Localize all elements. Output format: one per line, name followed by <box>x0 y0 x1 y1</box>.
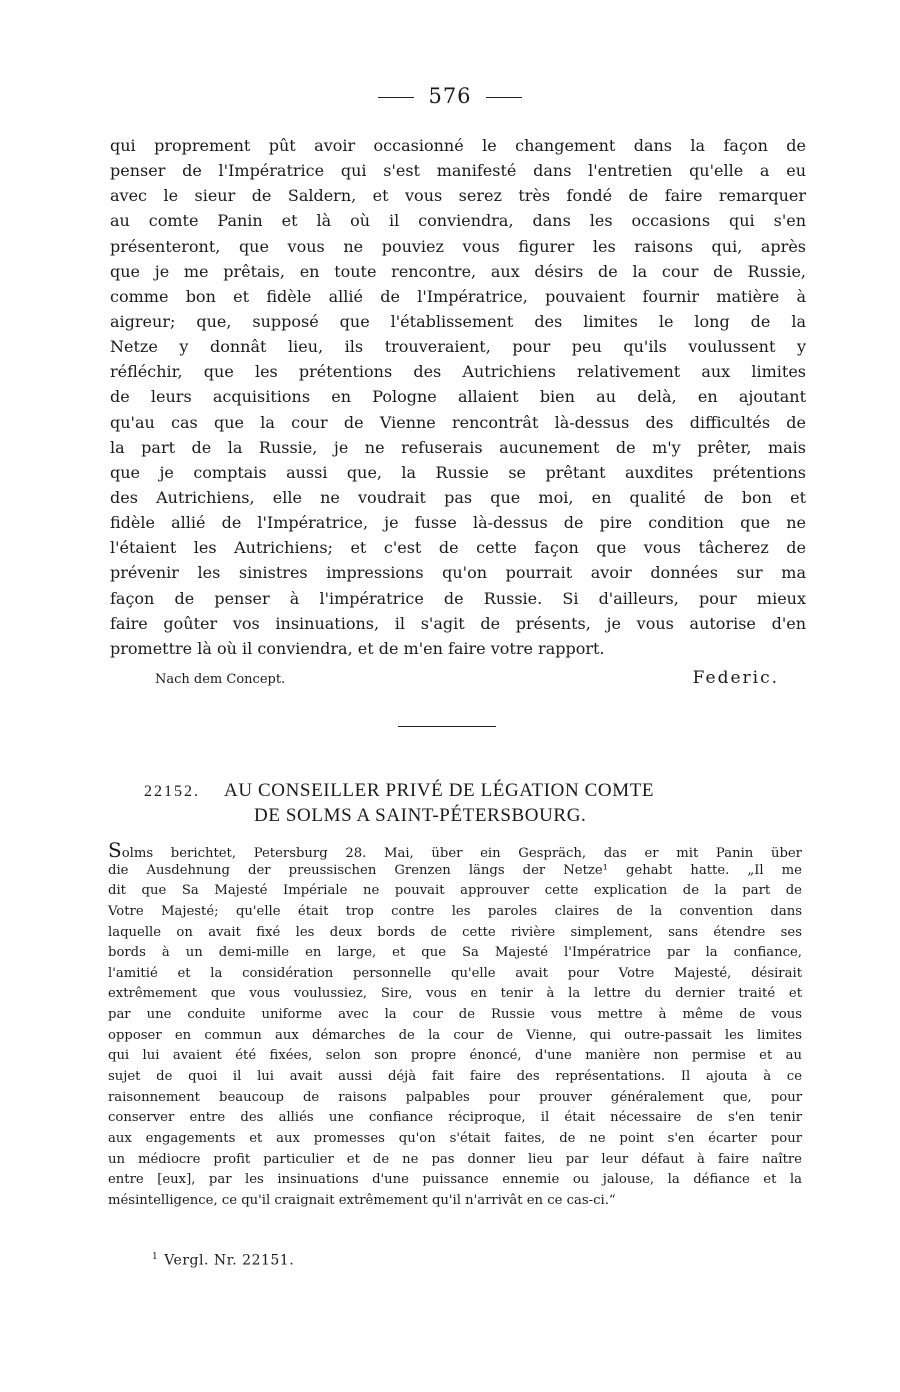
text-line: fidèle allié de l'Impératrice, je fusse là-dessus de pire condition que ne <box>110 513 806 533</box>
text-line: réfléchir, que les prétentions des Autrichiens relativement aux limites <box>110 362 806 382</box>
text-line: laquelle on avait fixé les deux bords de cette rivière simplement, sans étendre ses <box>108 924 802 940</box>
text-line: l'amitié et la considération personnelle qu'elle avait pour Votre Majesté, désirait <box>108 965 802 981</box>
heading-line-2: DE SOLMS A SAINT-PÉTERSBOURG. <box>254 805 587 826</box>
footnote-marker: 1 <box>152 1252 159 1262</box>
text-line <box>108 840 802 861</box>
summary-paragraph <box>108 840 802 1212</box>
text-line: présenteront, que vous ne pouviez vous figurer les raisons qui, après <box>110 236 806 256</box>
text-line: la part de la Russie, je ne refuserais aucunement de m'y prêter, mais <box>110 437 806 457</box>
text-line: des Autrichiens, elle ne voudrait pas que moi, en qualité de bon et <box>110 487 806 507</box>
text-line-content: olms berichtet, Petersburg 28. Mai, über ein Gespräch, das er mit Panin über <box>121 846 802 861</box>
text-line: qui proprement pût avoir occasionné le changement dans la façon de <box>110 136 806 155</box>
text-line: sujet de quoi il lui avait aussi déjà fait faire des représentations. Il ajouta à ce <box>108 1069 802 1085</box>
signature: Federic. <box>692 668 779 688</box>
page-number-text: 576 <box>428 84 472 108</box>
text-line: par une conduite uniforme avec la cour de Russie vous mettre à même de vous <box>108 1007 802 1023</box>
section-divider <box>398 726 496 727</box>
text-line: Votre Majesté; qu'elle était trop contre les paroles claires de la convention dans <box>108 903 802 919</box>
text-line: Netze y donnât lieu, ils trouveraient, pour peu qu'ils voulussent y <box>110 337 806 357</box>
text-line: bords à un demi-mille en large, et que Sa Majesté l'Impératrice par la confiance, <box>108 945 802 961</box>
page-number <box>0 84 900 108</box>
text-line: façon de penser à l'impératrice de Russie. Si d'ailleurs, pour mieux <box>110 588 806 608</box>
text-line: de leurs acquisitions en Pologne allaient bien au delà, en ajoutant <box>110 387 806 407</box>
document-number: 22152. <box>144 783 200 800</box>
text-line: opposer en commun aux démarches de la cour de Vienne, qui outre-passait les limites <box>108 1027 802 1043</box>
text-line: extrêmement que vous voulussiez, Sire, vous en tenir à la lettre du dernier traité et <box>108 986 802 1002</box>
text-line: aigreur; que, supposé que l'établissement des limites le long de la <box>110 311 806 331</box>
text-line: qui lui avaient été fixées, selon son propre énoncé, d'une manière non permise et au <box>108 1048 802 1064</box>
heading-line-1-text: AU CONSEILLER PRIVÉ DE LÉGATION COMTE <box>224 780 655 801</box>
text-line: l'étaient les Autrichiens; et c'est de cette façon que vous tâcherez de <box>110 538 806 558</box>
concept-note: Nach dem Concept. <box>155 672 286 687</box>
text-line: penser de l'Impératrice qui s'est manifesté dans l'entretien qu'elle a eu <box>110 161 806 181</box>
page-number-dash-right <box>486 97 522 98</box>
text-line: faire goûter vos insinuations, il s'agit de présents, je vous autorise d'en <box>110 613 806 633</box>
text-line: au comte Panin et là où il conviendra, dans les occasions qui s'en <box>110 211 806 231</box>
text-line: dit que Sa Majesté Impériale ne pouvait approuver cette explication de la part de <box>108 883 802 899</box>
text-line: mésintelligence, ce qu'il craignait extrêmement qu'il n'arrivât en ce cas-ci.“ <box>108 1192 616 1208</box>
footnote-text: Vergl. Nr. 22151. <box>164 1252 295 1269</box>
text-line: comme bon et fidèle allié de l'Impératrice, pouvaient fournir matière à <box>110 286 806 306</box>
text-line: raisonnement beaucoup de raisons palpables pour prouver généralement que, pour <box>108 1089 802 1105</box>
text-line: avec le sieur de Saldern, et vous serez très fondé de faire remarquer <box>110 186 806 206</box>
text-line: prévenir les sinistres impressions qu'on pourrait avoir données sur ma <box>110 563 806 583</box>
text-line: que je comptais aussi que, la Russie se prêtant auxdites prétentions <box>110 462 806 482</box>
heading-line-1 <box>144 780 654 802</box>
text-line: entre [eux], par les insinuations d'une puissance ennemie ou jalouse, la défiance et la <box>108 1172 802 1188</box>
text-line: qu'au cas que la cour de Vienne rencontrât là-dessus des difficultés de <box>110 412 806 432</box>
closing-row <box>155 668 779 688</box>
text-line: aux engagements et aux promesses qu'on s'était faites, de ne point s'en écarter pour <box>108 1130 802 1146</box>
footnote <box>152 1252 294 1269</box>
text-line: die Ausdehnung der preussischen Grenzen längs der Netze¹ gehabt hatte. „Il me <box>108 862 802 878</box>
drop-initial: S <box>108 838 122 862</box>
text-line: promettre là où il conviendra, et de m'en faire votre rapport. <box>110 638 605 658</box>
page-number-dash-left <box>378 97 414 98</box>
text-line: que je me prêtais, en toute rencontre, aux désirs de la cour de Russie, <box>110 261 806 281</box>
text-line: conserver entre des alliés une confiance réciproque, il était nécessaire de s'en tenir <box>108 1110 802 1126</box>
letter-body <box>110 133 806 661</box>
text-line: un médiocre profit particulier et de ne pas donner lieu par leur défaut à faire naître <box>108 1151 802 1167</box>
